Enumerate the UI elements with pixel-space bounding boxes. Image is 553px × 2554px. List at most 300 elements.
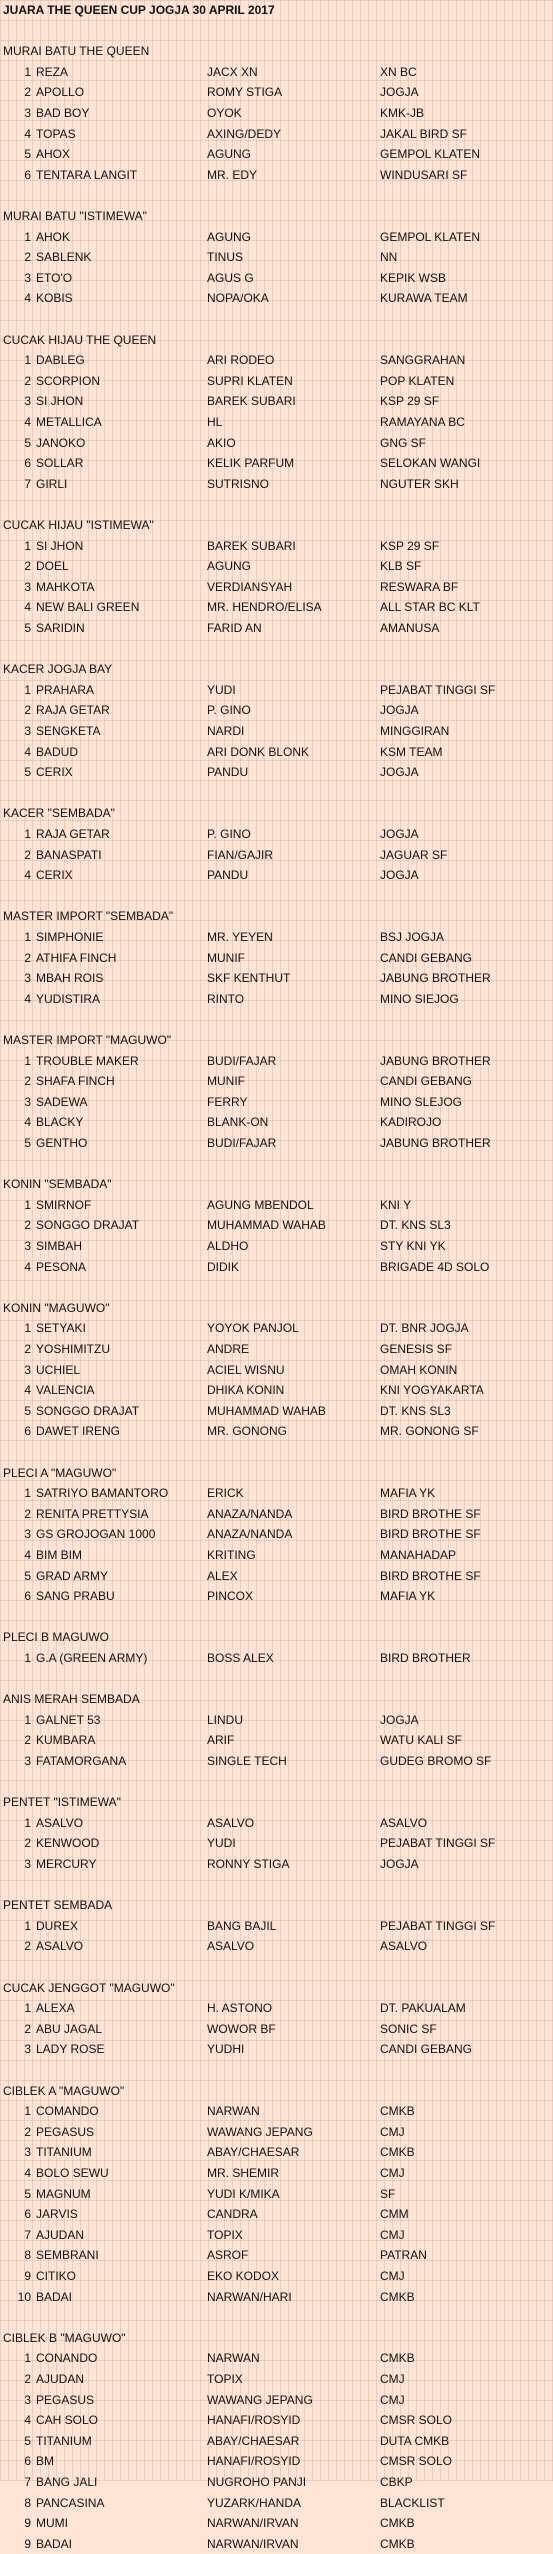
team-name: CMJ (380, 2269, 405, 2283)
team-name: ASALVO (380, 1939, 428, 1954)
bird-name: SONGGO DRAJAT (36, 1403, 140, 1418)
team-name: JABUNG BROTHER (380, 971, 491, 986)
bird-name: SADEWA (36, 1094, 88, 1109)
winner-row (0, 412, 553, 432)
team-name: BRIGADE 4D SOLO (380, 1259, 490, 1274)
team-name: CMM (380, 2207, 409, 2222)
bird-name: JARVIS (36, 2207, 78, 2222)
team-name: MINO SIEJOG (380, 991, 459, 1006)
bird-name: FATAMORGANA (36, 1754, 127, 1768)
winner-row (0, 350, 553, 370)
rank-number: 3 (24, 106, 31, 120)
winner-row (0, 247, 553, 267)
team-name: JOGJA (380, 827, 419, 841)
team-name: JAGUAR SF (380, 847, 448, 862)
owner-name: SKF KENTHUT (207, 971, 291, 986)
rank-number: 6 (24, 2207, 31, 2222)
rank-number: 8 (24, 2248, 31, 2263)
bird-name: DOEL (36, 559, 69, 574)
bird-name: KUMBARA (36, 1733, 96, 1748)
team-name: DUTA CMKB (380, 2433, 450, 2448)
winner-row (0, 1112, 553, 1132)
team-name: CANDI GEBANG (380, 2042, 473, 2057)
rank-number: 4 (24, 415, 31, 429)
rank-number: 1 (24, 1712, 31, 1727)
owner-name: MUNIF (207, 1074, 245, 1089)
winner-row (0, 227, 553, 247)
owner-name: NOPA/OKA (207, 291, 269, 306)
winner-row (0, 371, 553, 391)
bird-name: BADAI (36, 2289, 73, 2304)
bird-name: SABLENK (36, 250, 92, 265)
rank-number: 3 (24, 579, 31, 594)
owner-name: AGUS G (207, 270, 254, 285)
rank-number: 1 (24, 64, 31, 79)
owner-name: FERRY (207, 1094, 248, 1109)
category-title: KONIN "SEMBADA" (3, 1177, 112, 1192)
winner-row (0, 1092, 553, 1112)
winner-row (0, 1545, 553, 1565)
winner-row (0, 824, 553, 844)
bird-name: TROUBLE MAKER (36, 1053, 139, 1068)
team-name: BIRD BROTHE SF (380, 1506, 481, 1521)
owner-name: YUDI K/MIKA (207, 2186, 280, 2201)
rank-number: 1 (24, 2351, 31, 2366)
winner-row (0, 453, 553, 473)
rank-number: 3 (24, 1239, 31, 1253)
team-name: KNI YOGYAKARTA (380, 1383, 484, 1398)
category-title: PENTET SEMBADA (3, 1898, 113, 1913)
category-title: ANIS MERAH SEMBADA (3, 1692, 140, 1707)
bird-name: MUMI (36, 2516, 68, 2531)
owner-name: HL (207, 415, 223, 429)
bird-name: TENTARA LANGIT (36, 167, 138, 182)
rank-number: 6 (24, 1424, 31, 1439)
rank-number: 2 (24, 85, 31, 100)
winner-row (0, 1998, 553, 2018)
category-title: CIBLEK B "MAGUWO" (3, 2330, 126, 2345)
bird-name: BANG JALI (36, 2475, 98, 2489)
winner-row (0, 1195, 553, 1215)
owner-name: YUDI (207, 682, 236, 697)
bird-name: SATRIYO BAMANTORO (36, 1486, 169, 1501)
bird-name: SONGGO DRAJAT (36, 1218, 140, 1233)
winner-row (0, 268, 553, 288)
rank-number: 4 (24, 744, 31, 759)
bird-name: RAJA GETAR (36, 827, 110, 841)
bird-name: ATHIFA FINCH (36, 950, 117, 965)
owner-name: ACIEL WISNU (207, 1362, 285, 1377)
winner-row (0, 288, 553, 308)
rank-number: 10 (17, 2289, 31, 2304)
owner-name: OYOK (207, 106, 242, 120)
owner-name: BOSS ALEX (207, 1651, 274, 1665)
winner-row (0, 2225, 553, 2245)
bird-name: SI JHON (36, 394, 84, 409)
team-name: CMKB (380, 2351, 415, 2366)
winner-row (0, 1936, 553, 1956)
winner-row (0, 2204, 553, 2224)
team-name: JOGJA (380, 868, 419, 883)
owner-name: SUTRISNO (207, 476, 270, 491)
rank-number: 1 (24, 1815, 31, 1830)
winner-row (0, 124, 553, 144)
winner-row (0, 1071, 553, 1091)
bird-name: SIMPHONIE (36, 930, 104, 944)
bird-name: DUREX (36, 1918, 79, 1933)
owner-name: ARIF (207, 1733, 235, 1748)
team-name: CMKB (380, 2536, 415, 2551)
rank-number: 3 (24, 1527, 31, 1542)
bird-name: GENTHO (36, 1136, 88, 1150)
winner-row (0, 1380, 553, 1400)
owner-name: MR. HENDRO/ELISA (207, 600, 322, 615)
team-name: ASALVO (380, 1815, 428, 1830)
team-name: MR. GONONG SF (380, 1424, 479, 1439)
bird-name: AJUDAN (36, 2372, 85, 2386)
owner-name: ARI DONK BLONK (207, 744, 310, 759)
bird-name: SETYAKI (36, 1321, 86, 1336)
owner-name: BAREK SUBARI (207, 394, 296, 409)
bird-name: SMIRNOF (36, 1197, 92, 1212)
rank-number: 1 (24, 2104, 31, 2119)
owner-name: AXING/DEDY (207, 126, 282, 141)
rank-number: 1 (24, 1918, 31, 1933)
bird-name: BM (36, 2454, 54, 2469)
rank-number: 2 (24, 1733, 31, 1748)
team-name: BIRD BROTHER (380, 1651, 471, 1665)
owner-name: NARWAN/HARI (207, 2289, 292, 2304)
category-header-row (0, 1689, 553, 1709)
owner-name: ASROF (207, 2248, 249, 2263)
bird-name: PEGASUS (36, 2392, 95, 2407)
rank-number: 2 (24, 1836, 31, 1851)
rank-number: 9 (24, 2536, 31, 2551)
rank-number: 5 (24, 2186, 31, 2201)
team-name: CMSR SOLO (380, 2454, 453, 2469)
category-title: CUCAK HIJAU "ISTIMEWA" (3, 518, 154, 532)
bird-name: CERIX (36, 765, 73, 780)
bird-name: SOLLAR (36, 456, 84, 471)
bird-name: ASALVO (36, 1815, 84, 1830)
bird-name: SCORPION (36, 373, 101, 388)
team-name: ALL STAR BC KLT (380, 600, 480, 615)
owner-name: HANAFI/ROSYID (207, 2413, 301, 2428)
owner-name: MUHAMMAD WAHAB (207, 1403, 326, 1418)
winner-row (0, 2142, 553, 2162)
team-name: RESWARA BF (380, 579, 459, 594)
team-name: KMK-JB (380, 106, 425, 120)
rank-number: 3 (24, 1857, 31, 1871)
category-title: MURAI BATU THE QUEEN (3, 44, 150, 59)
winner-row (0, 2369, 553, 2389)
winner-row (0, 2472, 553, 2492)
team-name: BSJ JOGJA (380, 930, 445, 944)
rank-number: 2 (24, 373, 31, 388)
rank-number: 5 (24, 435, 31, 450)
category-title: MASTER IMPORT "MAGUWO" (3, 1033, 172, 1047)
rank-number: 3 (24, 394, 31, 409)
team-name: JABUNG BROTHER (380, 1053, 491, 1068)
rank-number: 7 (24, 2227, 31, 2242)
team-name: DT. KNS SL3 (380, 1218, 451, 1233)
winner-row (0, 1215, 553, 1235)
team-name: KURAWA TEAM (380, 291, 468, 306)
team-name: AMANUSA (380, 621, 440, 635)
owner-name: TINUS (207, 250, 243, 265)
owner-name: WOWOR BF (207, 2021, 276, 2036)
winner-row (0, 1710, 553, 1730)
rank-number: 1 (24, 1651, 31, 1665)
team-name: MANAHADAP (380, 1548, 457, 1562)
team-name: PEJABAT TINGGI SF (380, 682, 496, 697)
rank-number: 1 (24, 2001, 31, 2016)
winner-row (0, 2101, 553, 2121)
category-header-row (0, 659, 553, 679)
rank-number: 3 (24, 1094, 31, 1109)
winner-row (0, 474, 553, 494)
bird-name: PESONA (36, 1259, 87, 1274)
team-name: KSP 29 SF (380, 538, 440, 553)
bird-name: UCHIEL (36, 1362, 81, 1377)
team-name: SELOKAN WANGI (380, 456, 481, 471)
owner-name: HANAFI/ROSYID (207, 2454, 301, 2469)
bird-name: GIRLI (36, 476, 68, 491)
rank-number: 4 (24, 1548, 31, 1562)
bird-name: CAH SOLO (36, 2413, 99, 2428)
rank-number: 4 (24, 2413, 31, 2428)
owner-name: PINCOX (207, 1589, 254, 1604)
winner-row (0, 721, 553, 741)
owner-name: JACX XN (207, 64, 258, 79)
winner-row (0, 2390, 553, 2410)
bird-name: SHAFA FINCH (36, 1074, 115, 1089)
winner-row (0, 1730, 553, 1750)
rank-number: 6 (24, 2454, 31, 2469)
rank-number: 1 (24, 353, 31, 368)
rank-number: 2 (24, 703, 31, 718)
rank-number: 2 (24, 1506, 31, 1521)
winner-row (0, 700, 553, 720)
winner-row (0, 1504, 553, 1524)
rank-number: 4 (24, 600, 31, 615)
winner-row (0, 165, 553, 185)
bird-name: GS GROJOGAN 1000 (36, 1527, 156, 1542)
winner-row (0, 1566, 553, 1586)
winner-row (0, 1483, 553, 1503)
bird-name: YUDISTIRA (36, 991, 101, 1006)
owner-name: VERDIANSYAH (207, 579, 293, 594)
bird-name: PRAHARA (36, 682, 95, 697)
bird-name: REZA (36, 64, 69, 79)
rank-number: 2 (24, 1074, 31, 1089)
category-title: MASTER IMPORT "SEMBADA" (3, 909, 174, 924)
owner-name: ANAZA/NANDA (207, 1527, 293, 1542)
team-name: CANDI GEBANG (380, 1074, 473, 1089)
rank-number: 2 (24, 2124, 31, 2139)
bird-name: MAHKOTA (36, 579, 95, 594)
bird-name: DAWET IRENG (36, 1424, 121, 1439)
winner-row (0, 1751, 553, 1771)
winner-row (0, 927, 553, 947)
team-name: BIRD BROTHE SF (380, 1568, 481, 1583)
team-name: MINO SLEJOG (380, 1094, 463, 1109)
owner-name: RONNY STIGA (207, 1857, 290, 1871)
team-name: SONIC SF (380, 2021, 437, 2036)
rank-number: 5 (24, 765, 31, 780)
bird-name: RENITA PRETTYSIA (36, 1506, 149, 1521)
rank-number: 3 (24, 724, 31, 738)
owner-name: MR. EDY (207, 167, 258, 182)
bird-name: ETO'O (36, 270, 73, 285)
bird-name: TITANIUM (36, 2145, 92, 2160)
team-name: JOGJA (380, 765, 419, 780)
team-name: KNI Y (380, 1197, 412, 1212)
owner-name: SUPRI KLATEN (207, 373, 293, 388)
owner-name: BAREK SUBARI (207, 538, 296, 553)
bird-name: SENGKETA (36, 724, 101, 738)
owner-name: MR. SHEMIR (207, 2166, 279, 2180)
bird-name: ALEXA (36, 2001, 75, 2016)
bird-name: BADAI (36, 2536, 73, 2551)
owner-name: TOPIX (207, 2372, 243, 2386)
bird-name: METALLICA (36, 415, 102, 429)
rank-number: 1 (24, 930, 31, 944)
owner-name: AKIO (207, 435, 236, 450)
team-name: JOGJA (380, 85, 419, 100)
rank-number: 3 (24, 2145, 31, 2160)
winner-row (0, 1401, 553, 1421)
rank-number: 5 (24, 1568, 31, 1583)
bird-name: PANCASINA (36, 2495, 105, 2510)
rank-number: 1 (24, 229, 31, 244)
rank-number: 4 (24, 1259, 31, 1274)
team-name: NGUTER SKH (380, 476, 459, 491)
winner-row (0, 536, 553, 556)
team-name: RAMAYANA BC (380, 415, 465, 429)
bird-name: CERIX (36, 868, 73, 883)
winner-row (0, 433, 553, 453)
owner-name: BANG BAJIL (207, 1918, 277, 1933)
team-name: MAFIA YK (380, 1589, 436, 1604)
team-name: DT. BNR JOGJA (380, 1321, 469, 1336)
bird-name: BANASPATI (36, 847, 102, 862)
owner-name: MUHAMMAD WAHAB (207, 1218, 326, 1233)
bird-name: SIMBAH (36, 1239, 83, 1253)
owner-name: ERICK (207, 1486, 244, 1501)
category-title: CIBLEK A "MAGUWO" (3, 2083, 125, 2098)
team-name: KSP 29 SF (380, 394, 440, 409)
owner-name: AGUNG (207, 147, 252, 162)
team-name: CBKP (380, 2475, 413, 2489)
winner-row (0, 1421, 553, 1441)
bird-name: GALNET 53 (36, 1712, 101, 1727)
rank-number: 4 (24, 291, 31, 306)
bird-name: BADUD (36, 744, 79, 759)
category-header-row (0, 1030, 553, 1050)
owner-name: BUDI/FAJAR (207, 1136, 277, 1150)
rank-number: 3 (24, 1362, 31, 1377)
bird-name: SANG PRABU (36, 1589, 115, 1604)
team-name: DT. PAKUALAM (380, 2001, 466, 2016)
category-header-row (0, 206, 553, 226)
bird-name: AJUDAN (36, 2227, 85, 2242)
team-name: GEMPOL KLATEN (380, 229, 481, 244)
team-name: CMSR SOLO (380, 2413, 453, 2428)
category-header-row (0, 515, 553, 535)
team-name: CMJ (380, 2166, 405, 2180)
category-header-row (0, 330, 553, 350)
category-header-row (0, 1174, 553, 1194)
bird-name: LADY ROSE (36, 2042, 105, 2057)
winner-row (0, 2410, 553, 2430)
bird-name: MBAH ROIS (36, 971, 104, 986)
bird-name: TOPAS (36, 126, 76, 141)
team-name: KADIROJO (380, 1115, 442, 1130)
category-header-row (0, 1298, 553, 1318)
rank-number: 4 (24, 126, 31, 141)
category-title: PLECI A "MAGUWO" (3, 1465, 117, 1480)
winner-row (0, 1339, 553, 1359)
team-name: JOGJA (380, 1857, 419, 1871)
team-name: PATRAN (380, 2248, 427, 2263)
category-title: KONIN "MAGUWO" (3, 1300, 110, 1315)
category-title: KACER JOGJA BAY (3, 662, 113, 677)
owner-name: P. GINO (207, 827, 251, 841)
bird-name: DABLEG (36, 353, 85, 368)
bird-name: BAD BOY (36, 106, 90, 120)
category-header-row (0, 803, 553, 823)
owner-name: ANAZA/NANDA (207, 1506, 293, 1521)
winner-row (0, 1833, 553, 1853)
owner-name: WAWANG JEPANG (207, 2124, 313, 2139)
team-name: KEPIK WSB (380, 270, 447, 285)
category-header-row (0, 2081, 553, 2101)
winner-row (0, 2184, 553, 2204)
owner-name: MUNIF (207, 950, 245, 965)
rank-number: 6 (24, 167, 31, 182)
bird-name: ABU JAGAL (36, 2021, 103, 2036)
team-name: JOGJA (380, 1712, 419, 1727)
bird-name: PEGASUS (36, 2124, 95, 2139)
team-name: PEJABAT TINGGI SF (380, 1918, 496, 1933)
owner-name: BUDI/FAJAR (207, 1053, 277, 1068)
category-header-row (0, 1792, 553, 1812)
owner-name: CANDRA (207, 2207, 258, 2222)
rank-number: 2 (24, 2021, 31, 2036)
owner-name: AGUNG (207, 559, 252, 574)
bird-name: SEMBRANI (36, 2248, 99, 2263)
owner-name: AGUNG MBENDOL (207, 1197, 314, 1212)
owner-name: PANDU (207, 868, 249, 883)
category-header-row (0, 2328, 553, 2348)
owner-name: RINTO (207, 991, 245, 1006)
winner-row (0, 2019, 553, 2039)
team-name: CMJ (380, 2124, 405, 2139)
owner-name: ARI RODEO (207, 353, 275, 368)
winner-row (0, 1916, 553, 1936)
winner-row (0, 2513, 553, 2533)
rank-number: 3 (24, 1754, 31, 1768)
bird-name: BOLO SEWU (36, 2166, 109, 2180)
winner-row (0, 989, 553, 1009)
winner-row (0, 762, 553, 782)
bird-name: BLACKY (36, 1115, 84, 1130)
rank-number: 2 (24, 1939, 31, 1954)
owner-name: YOYOK PANJOL (207, 1321, 299, 1336)
rank-number: 3 (24, 270, 31, 285)
winner-row (0, 2431, 553, 2451)
